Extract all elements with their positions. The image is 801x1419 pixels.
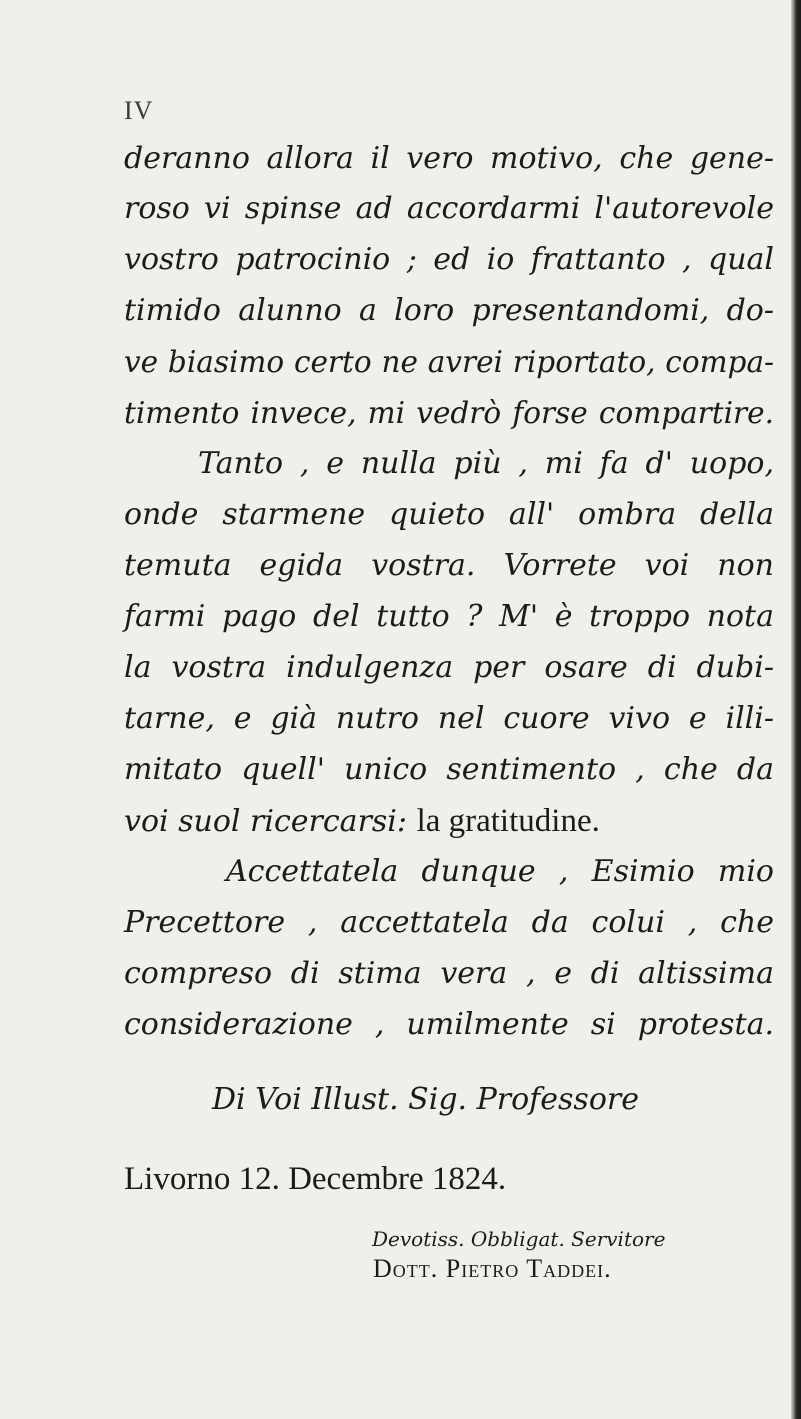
- text-line: vostro patrocinio ; ed io frattanto , qual: [124, 242, 774, 277]
- text-line: Tanto , e nulla più , mi fa d' uopo,: [198, 446, 774, 481]
- gratitude-phrase: la gratitudine.: [416, 803, 600, 839]
- text-line: considerazione , umilmente si protesta.: [124, 1007, 774, 1042]
- text-line: roso vi spinse ad accordarmi l'autorevole: [124, 191, 774, 226]
- text-line: timido alunno a loro presentandomi, do-: [124, 293, 774, 328]
- text-line: tarne, e già nutro nel cuore vivo e illi-: [124, 701, 774, 736]
- text-line: Accettatela dunque , Esimio mio: [226, 854, 774, 889]
- page-edge: [791, 0, 801, 1419]
- text-line: la vostra indulgenza per osare di dubi-: [124, 650, 774, 685]
- text-line: Precettore , accettatela da colui , che: [124, 905, 774, 940]
- text-line: timento invece, mi vedrò forse compartire.: [124, 396, 774, 430]
- text-line-italic: voi suol ricercarsi:: [124, 804, 408, 839]
- text-line: farmi pago del tutto ? M' è troppo nota: [124, 599, 774, 634]
- place-date: Livorno 12. Decembre 1824.: [124, 1161, 507, 1197]
- text-line: mitato quell' unico sentimento , che da: [124, 752, 774, 787]
- greeting: Di Voi Illust. Sig. Professore: [212, 1082, 639, 1117]
- text-line: deranno allora il vero motivo, che gene-: [124, 141, 774, 176]
- text-line: [124, 801, 774, 842]
- text-line: onde starmene quieto all' ombra della: [124, 497, 774, 532]
- signature: Dott. Pietro Taddei.: [373, 1254, 612, 1283]
- text-line: compreso di stima vera , e di altissima: [124, 956, 774, 991]
- closing-formula: Devotiss. Obbligat. Servitore: [372, 1227, 666, 1251]
- text-line: ve biasimo certo ne avrei riportato, compa-: [124, 345, 774, 379]
- page-number: IV: [124, 96, 154, 125]
- text-line: temuta egida vostra. Vorrete voi non: [124, 548, 774, 583]
